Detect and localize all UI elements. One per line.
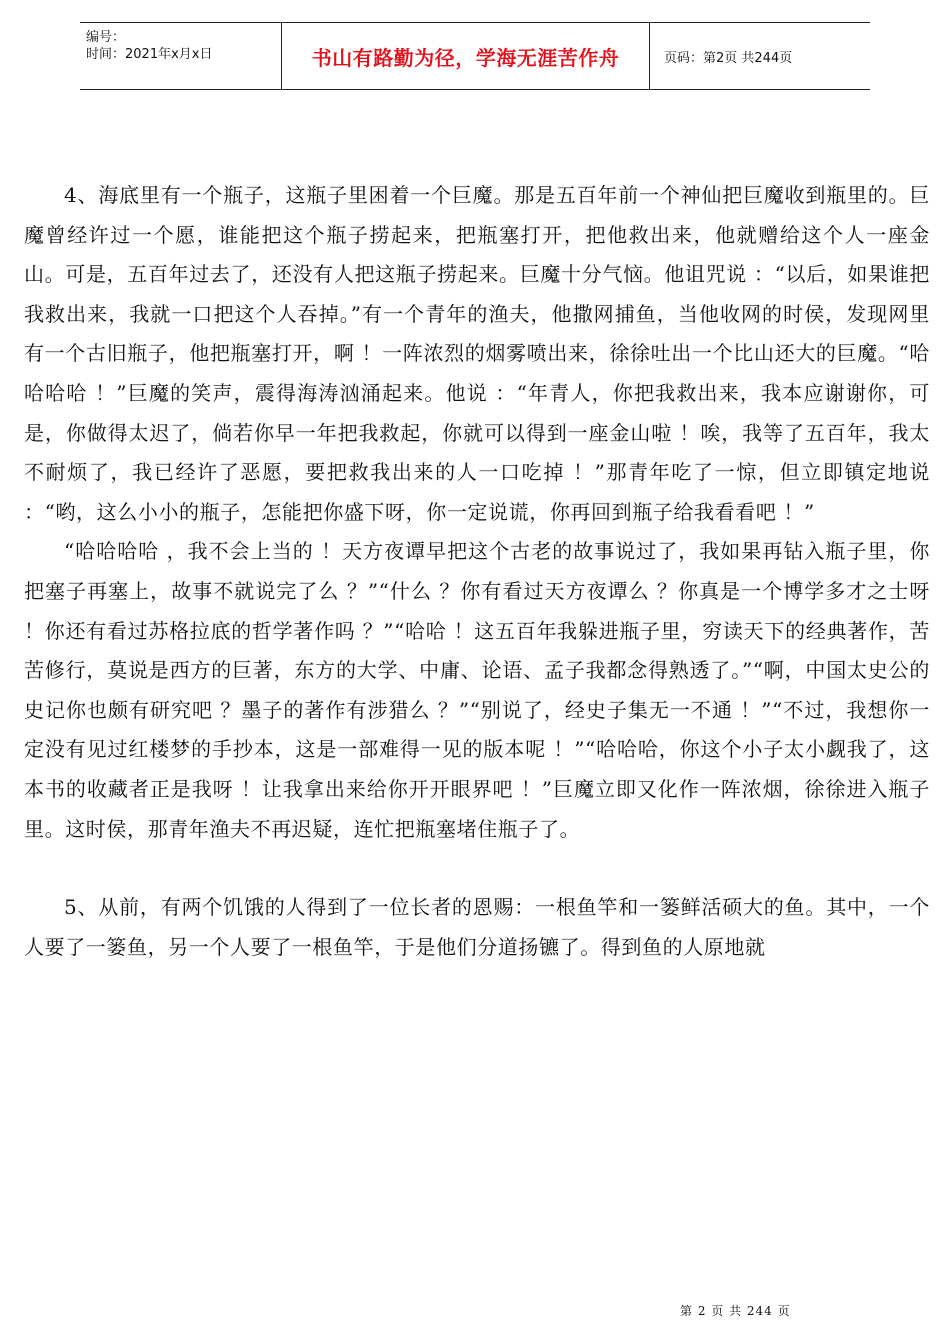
paragraph-story-4-dialogue: “哈哈哈哈 ，我不会上当的 ！天方夜谭早把这个古老的故事说过了，我如果再钻入瓶子里，你把塞子再塞上，故事不就说完了么 ？”“什么 ？你有看过天方夜谭么 ？你真是一个博学多才之士呀 ！你还有看过苏格拉底的哲学著作吗 ？”“哈哈 ！这五百年我躲进瓶子里，穷读天下的经典著作，苦苦修行，莫说是西方的巨著，东方的大学、中庸、论语、孟子我都念得熟透了。”“啊，中国太史公的史记你也颇有研究吧 ？墨子的著作有涉猎么 ？”“别说了，经史子集无一不通 ！”“不过，我想你一定没有见过红楼梦的手抄本，这是一部难得一见的版本呢 ！”“哈哈哈，你这个小子太小觑我了，这本书的收藏者正是我呀 ！让我拿出来给你开开眼界吧 ！”巨魔立即又化作一阵浓烟，徐徐进入瓶子里。这时侯，那青年渔夫不再迟疑，连忙把瓶塞堵住瓶子了。 — [24, 539, 930, 841]
paragraph-story-4: 4、海底里有一个瓶子，这瓶子里困着一个巨魔。那是五百年前一个神仙把巨魔收到瓶里的。巨魔曾经许过一个愿，谁能把这个瓶子捞起来，把瓶塞打开，把他救出来，他就赠给这个人一座金山。可是，五百年过去了，还没有人把这瓶子捞起来。巨魔十分气恼。他诅咒说 ：“以后，如果谁把我救出来，我就一口把这个人吞掉。”有一个青年的渔夫，他撒网捕鱼，当他收网的时侯，发现网里有一个古旧瓶子，他把瓶塞打开，啊 ！一阵浓烈的烟雾喷出来，徐徐吐出一个比山还大的巨魔。“哈哈哈哈 ！”巨魔的笑声，震得海涛汹涌起来。他说 ：“年青人，你把我救出来，我本应谢谢你，可是，你做得太迟了，倘若你早一年把我救起，你就可以得到一座金山啦 ！唉，我等了五百年，我太不耐烦了，我已经许了恶愿，要把救我出来的人一口吃掉 ！”那青年吃了一惊，但立即镇定地说 ：“哟，这么小小的瓶子，怎能把你盛下呀，你一定说谎，你再回到瓶子给我看看吧 ！” — [24, 183, 930, 524]
time-label: 时间：2021年x月x日 — [86, 47, 213, 62]
header-motto-cell — [282, 23, 650, 89]
motto-text: 书山有路勤为径，学海无涯苦作舟 — [311, 45, 620, 70]
page-info: 页码：第2页 共244页 — [664, 50, 793, 66]
paragraph-gap — [24, 849, 930, 888]
paragraph-story-5: 5、从前，有两个饥饿的人得到了一位长者的恩赐：一根鱼竿和一篓鲜活硕大的鱼。其中，一个人要了一篓鱼，另一个人要了一根鱼竿，于是他们分道扬镳了。得到鱼的人原地就 — [24, 895, 930, 959]
serial-label: 编号： — [86, 30, 126, 45]
page-footer: 第 2 页 共 244 页 — [680, 1304, 791, 1318]
header-info-cell — [80, 23, 282, 89]
header-table — [80, 22, 870, 90]
document-body — [24, 176, 930, 967]
header-page-cell — [650, 23, 870, 89]
